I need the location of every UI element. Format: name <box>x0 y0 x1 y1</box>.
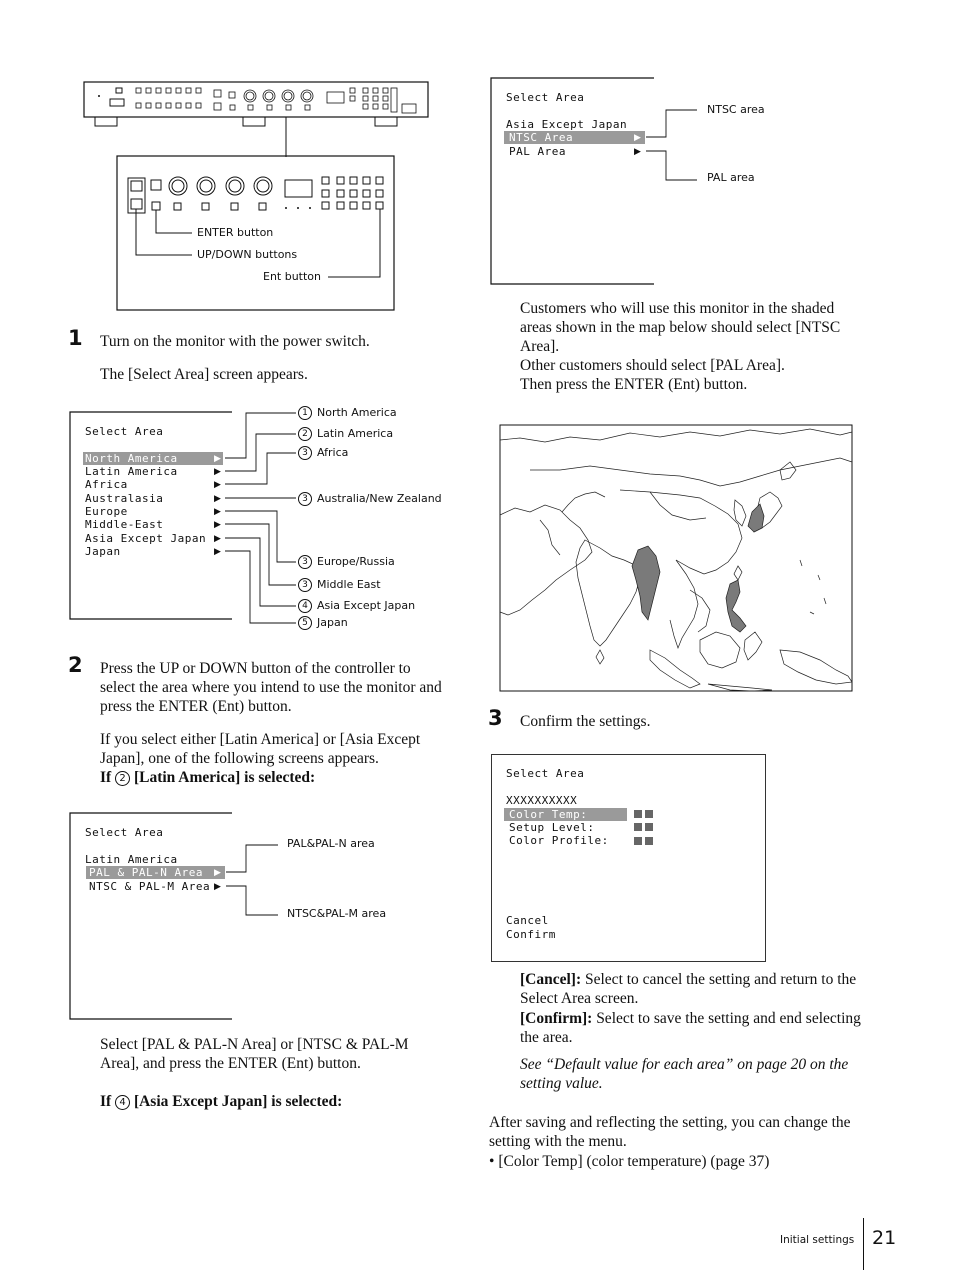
arrow-icon: ▶ <box>634 132 641 142</box>
arrow-icon: ▶ <box>214 493 221 503</box>
customers-text: Customers who will use this monitor in the shaded areas shown in the map below should select [NTSC Area]. <box>520 300 841 355</box>
after-saving-text: After saving and reflecting the setting, you can change the setting with the menu. <box>489 1114 851 1150</box>
confirm-note: [Confirm]: Select to save the setting and end selecting the area. <box>520 1010 861 1046</box>
select-pal-text: Select [PAL & PAL-N Area] or [NTSC & PAL-M Area], and press the ENTER (Ent) button. <box>100 1036 409 1072</box>
arrow-icon: ▶ <box>634 146 641 156</box>
callout-africa: 3 Africa <box>298 446 348 460</box>
screen3-title: Select Area <box>506 91 585 104</box>
arrow-icon: ▶ <box>214 506 221 516</box>
callout-pal-n: PAL&PAL-N area <box>287 837 375 850</box>
screen4-subtitle: XXXXXXXXXX <box>506 794 578 807</box>
callout-ntsc-pal-m: NTSC&PAL-M area <box>287 907 387 920</box>
screen4-title: Select Area <box>506 767 585 780</box>
screen1-item-europe[interactable]: Europe <box>85 505 128 518</box>
screen3-subtitle: Asia Except Japan <box>506 118 628 131</box>
step-1-number: 1 <box>68 326 83 350</box>
arrow-icon: ▶ <box>214 479 221 489</box>
screen3-item-ntsc[interactable]: NTSC Area <box>509 131 574 144</box>
footer-divider <box>863 1218 864 1270</box>
step-3-number: 3 <box>488 706 503 730</box>
color-temp-bullet: • [Color Temp] (color temperature) (page 37) <box>489 1153 770 1170</box>
step-1-text: Turn on the monitor with the power switch. <box>100 333 370 350</box>
screen1-item-australasia[interactable]: Australasia <box>85 492 164 505</box>
screen3-item-pal[interactable]: PAL Area <box>509 145 566 158</box>
if-latin-heading: If 2 [Latin America] is selected: <box>100 769 316 786</box>
screen4-confirm[interactable]: Confirm <box>506 928 556 941</box>
screen4-item-color-temp[interactable]: Color Temp: <box>509 808 588 821</box>
arrow-icon: ▶ <box>214 519 221 529</box>
arrow-icon: ▶ <box>214 546 221 556</box>
callout-australia: 3 Australia/New Zealand <box>298 492 442 506</box>
callout-ntsc-area: NTSC area <box>707 103 765 116</box>
arrow-icon: ▶ <box>214 533 221 543</box>
callout-europe: 3 Europe/Russia <box>298 555 395 569</box>
arrow-icon: ▶ <box>214 466 221 476</box>
callout-pal-area: PAL area <box>707 171 755 184</box>
step-2-text: Press the UP or DOWN button of the controller to select the area where you intend to use the monitor and press the ENTER (Ent) button. <box>100 660 442 715</box>
callout-north-america: 1 North America <box>298 406 397 420</box>
step-2-number: 2 <box>68 653 83 677</box>
callout-japan: 5 Japan <box>298 616 348 630</box>
enter-button-label: ENTER button <box>197 226 274 239</box>
screen4-item-color-profile[interactable]: Color Profile: <box>509 834 609 847</box>
screen2-item-pal-n[interactable]: PAL & PAL-N Area <box>89 866 203 879</box>
screen4-cancel[interactable]: Cancel <box>506 914 549 927</box>
step-3-text: Confirm the settings. <box>520 713 651 730</box>
screen2-item-ntsc-pal-m[interactable]: NTSC & PAL-M Area <box>89 880 211 893</box>
step-1-text2: The [Select Area] screen appears. <box>100 366 308 383</box>
callout-latin-america: 2 Latin America <box>298 427 393 441</box>
if-asia-heading: If 4 [Asia Except Japan] is selected: <box>100 1093 343 1110</box>
ent-button-label: Ent button <box>263 270 322 283</box>
screen4-item-setup-level[interactable]: Setup Level: <box>509 821 595 834</box>
screen1-item-middle-east[interactable]: Middle-East <box>85 518 164 531</box>
see-default-note: See “Default value for each area” on page 20 on the setting value. <box>520 1056 849 1092</box>
screen2-subtitle: Latin America <box>85 853 178 866</box>
screen1-title: Select Area <box>85 425 164 438</box>
screen1-item-africa[interactable]: Africa <box>85 478 128 491</box>
arrow-icon: ▶ <box>214 881 221 891</box>
other-customers-text: Other customers should select [PAL Area]. <box>520 357 785 374</box>
step-2-text2: If you select either [Latin America] or [Asia Except Japan], one of the following screens appears. <box>100 731 421 767</box>
screen1-item-north-america[interactable]: North America <box>85 452 178 465</box>
screen2-title: Select Area <box>85 826 164 839</box>
arrow-icon: ▶ <box>214 867 221 877</box>
screen1-item-latin-america[interactable]: Latin America <box>85 465 178 478</box>
updown-buttons-label: UP/DOWN buttons <box>197 248 298 261</box>
page-number: 21 <box>872 1227 897 1249</box>
callout-middle-east: 3 Middle East <box>298 578 381 592</box>
screen1-item-japan[interactable]: Japan <box>85 545 121 558</box>
callout-asia-except-japan: 4 Asia Except Japan <box>298 599 415 613</box>
cancel-note: [Cancel]: Select to cancel the setting and return to the Select Area screen. <box>520 971 857 1007</box>
footer-section: Initial settings <box>780 1234 855 1246</box>
arrow-icon: ▶ <box>214 453 221 463</box>
then-press-text: Then press the ENTER (Ent) button. <box>520 376 748 393</box>
screen1-item-asia-except-japan[interactable]: Asia Except Japan <box>85 532 207 545</box>
